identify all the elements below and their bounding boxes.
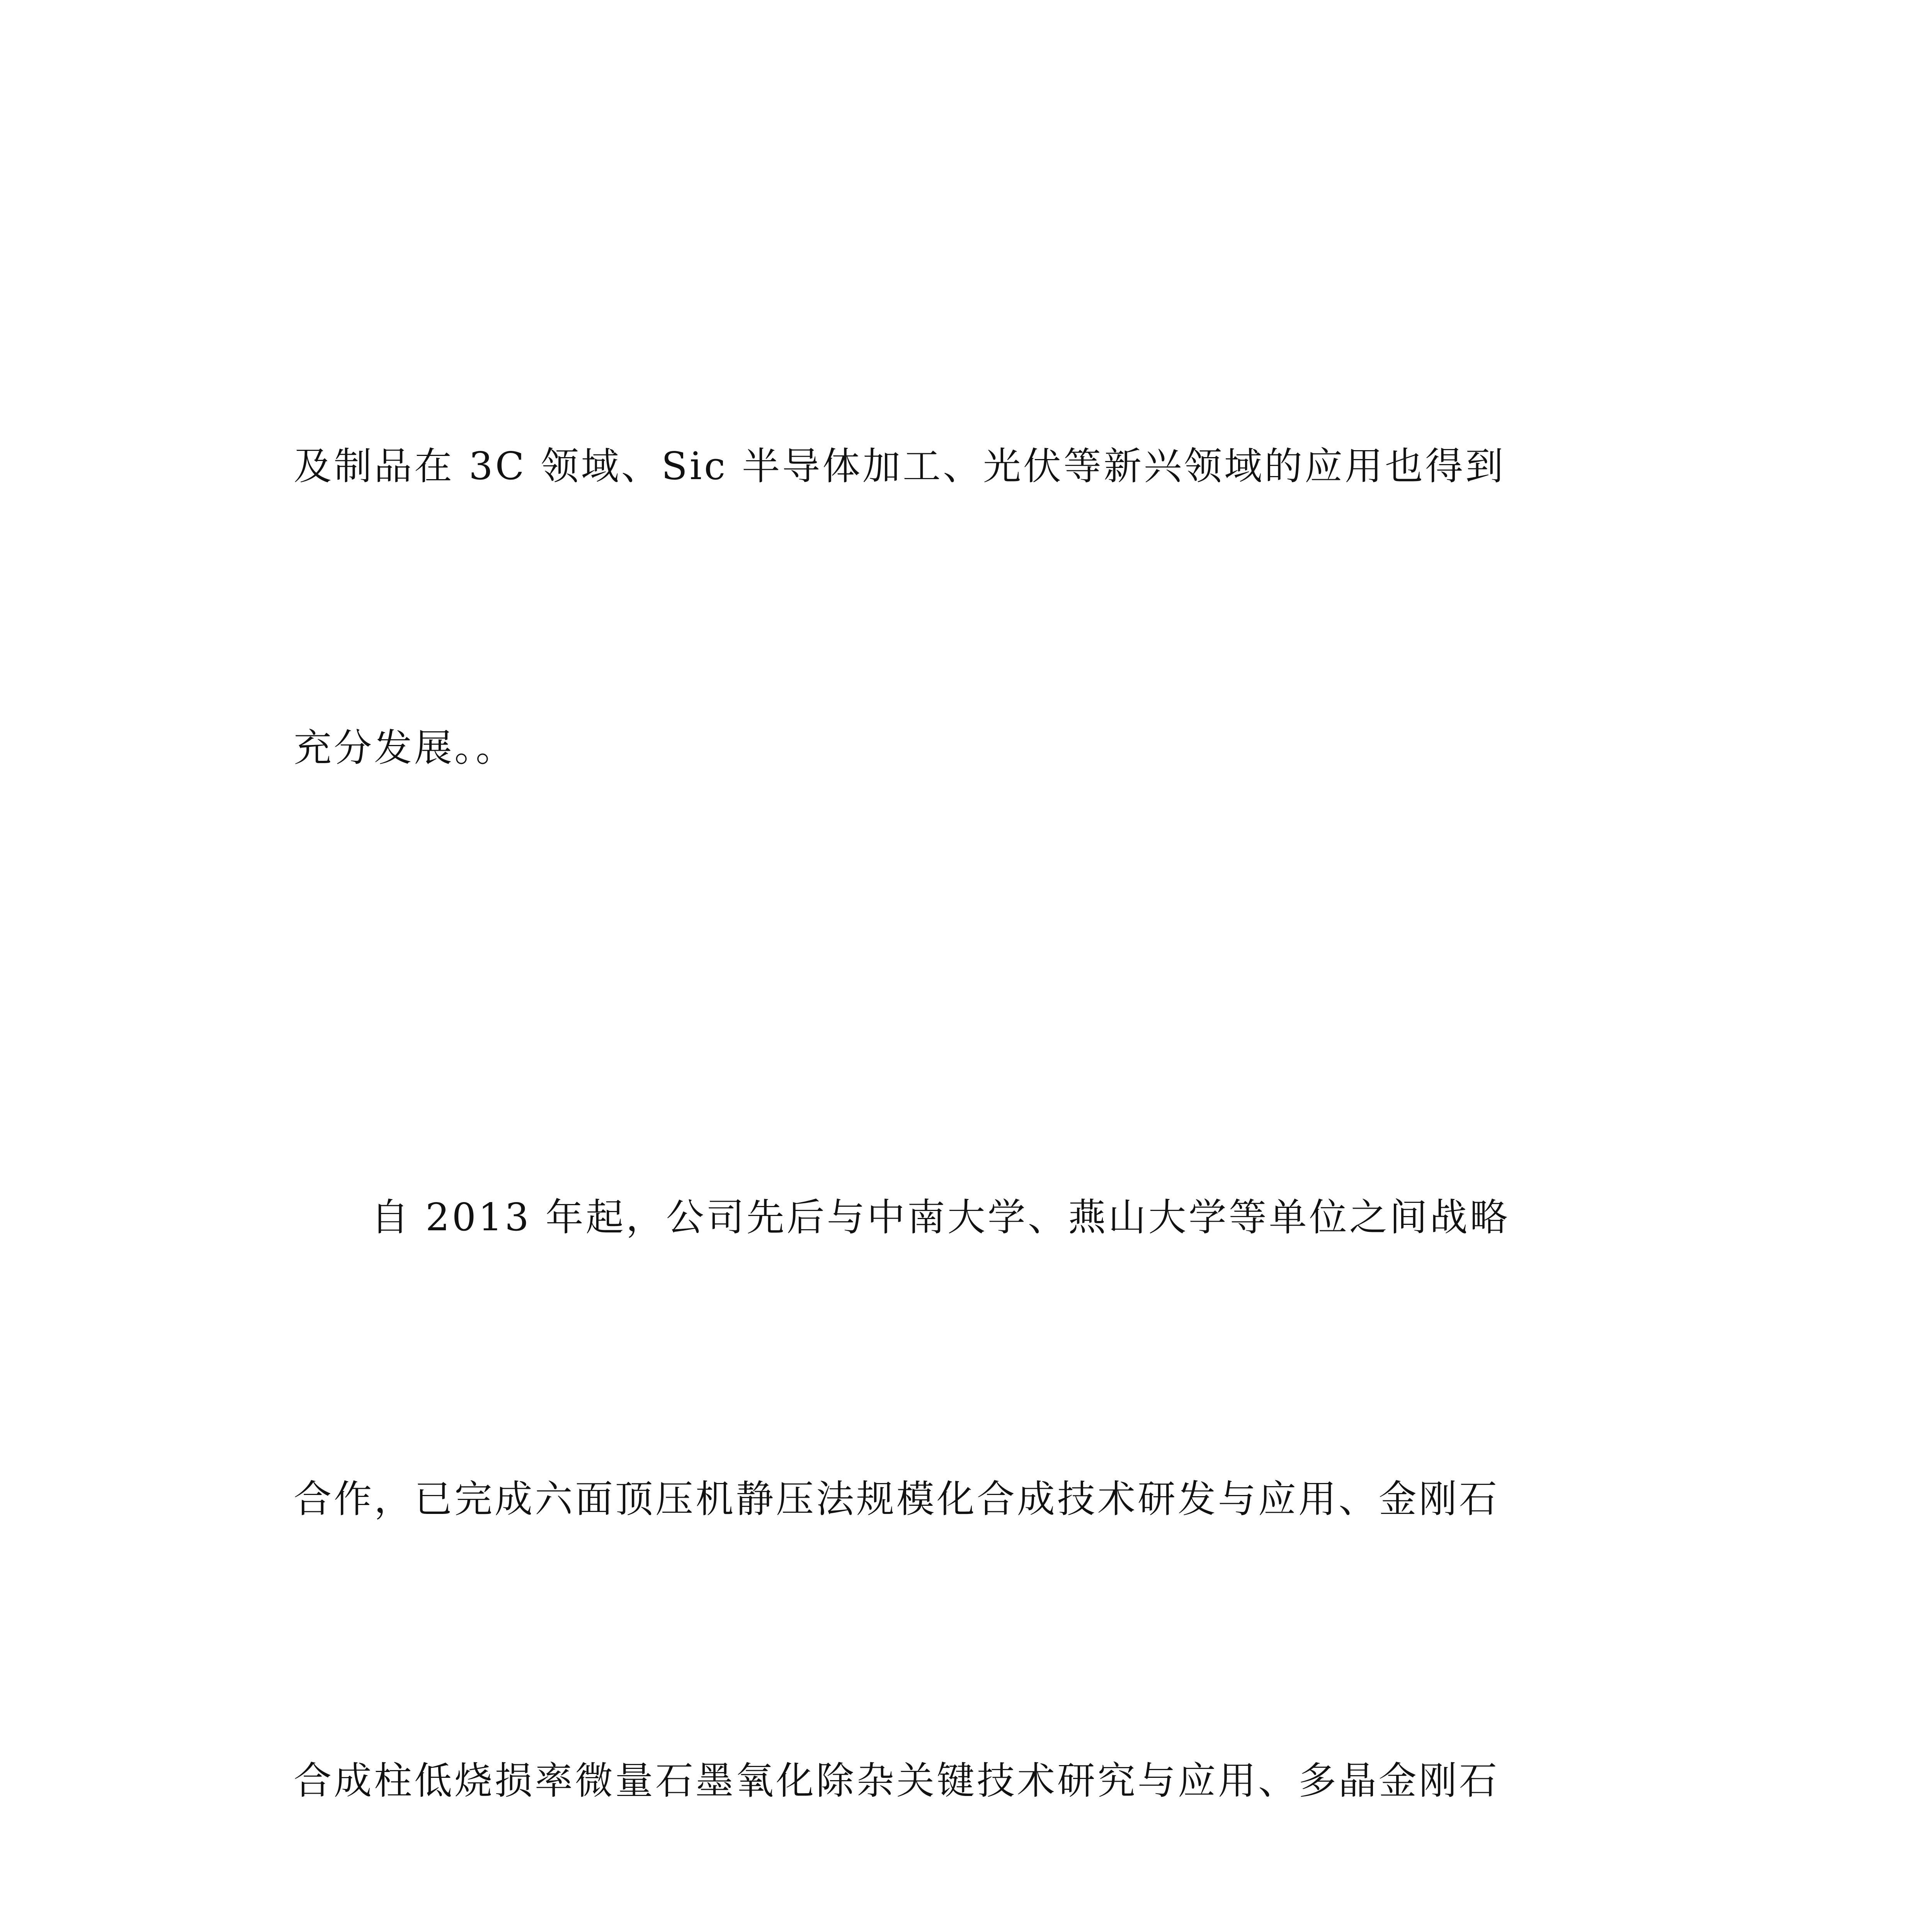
paragraph-1 [294,232,1638,983]
text-line: 及制品在 3C 领域、Sic 半导体加工、光伏等新兴领域的应用也得到 [294,444,1506,488]
text-line: 合成柱低烧损率微量石墨氧化除杂关键技术研究与应用、多晶金刚石 [294,1759,1500,1803]
body-text [294,232,1638,1932]
paragraph-2 [294,983,1638,1932]
text-line: 合作，已完成六面顶压机静压法规模化合成技术研发与应用、金刚石 [294,1477,1500,1521]
text-line: 充分发展。。 [294,726,516,770]
text-line: 自 2013 年起，公司先后与中南大学、燕山大学等单位之间战略 [371,1196,1510,1240]
